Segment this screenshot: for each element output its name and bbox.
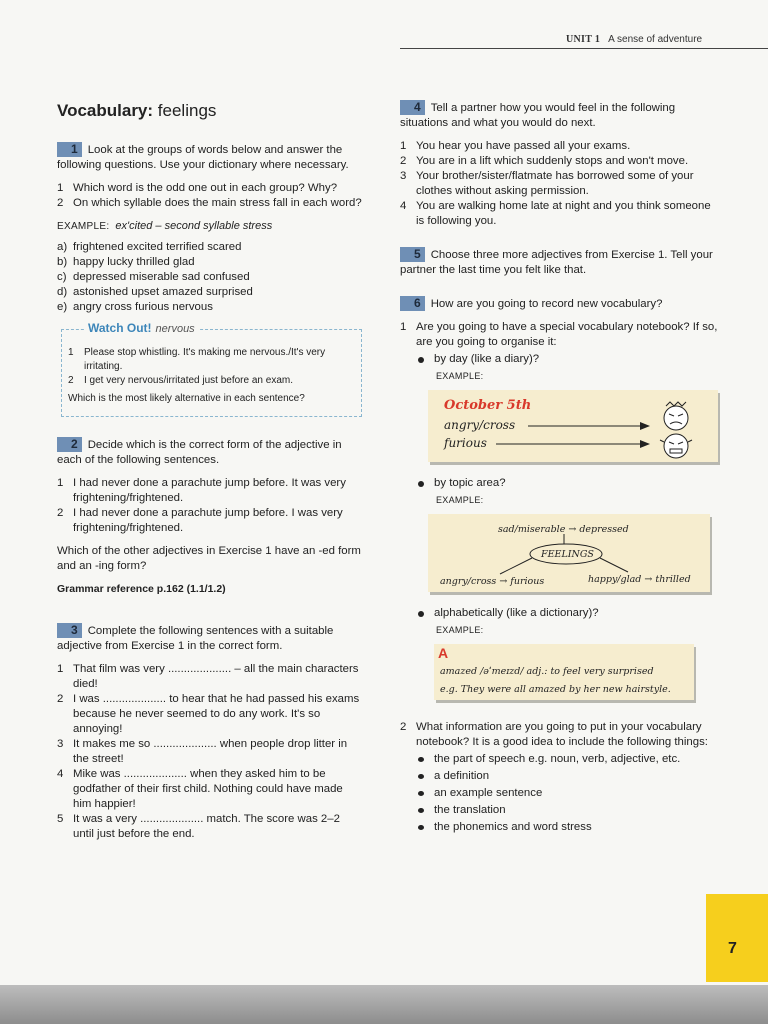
- item-text: Mike was .................... when they asked him to be godfather of their first child. Nothing could have made him happier!: [73, 768, 343, 810]
- item-text: depressed miserable sad confused: [73, 271, 250, 283]
- item-number: 4: [400, 200, 407, 212]
- list-item: [57, 285, 362, 300]
- unit-title: A sense of adventure: [608, 34, 703, 45]
- ex6-instruction: [400, 296, 720, 312]
- info-list-item: [416, 769, 720, 784]
- list-item: [68, 374, 351, 388]
- item-text: It was a very .................... match. The score was 2–2 until just before the end.: [73, 813, 340, 840]
- exercise-number: 3: [57, 623, 82, 638]
- item-text: frightened excited terrified scared: [73, 241, 242, 253]
- card-example: e.g. They were all amazed by her new hairstyle.: [440, 684, 671, 695]
- unit-label: UNIT 1: [566, 34, 601, 45]
- watch-out-title: [84, 321, 199, 336]
- ex3-instruction: [57, 623, 362, 654]
- bullet-dot: [418, 481, 424, 487]
- bullet-text: by day (like a diary)?: [434, 353, 540, 365]
- dictionary-example-card: [434, 644, 694, 700]
- item-number: 1: [68, 347, 74, 358]
- example-label: EXAMPLE:: [436, 371, 484, 381]
- exercise-number: 4: [400, 100, 425, 115]
- ex3-text: Complete the following sentences with a suitable adjective from Exercise 1 in the correct form.: [57, 625, 334, 652]
- ex1-example: [57, 219, 362, 234]
- ex6-text: How are you going to record new vocabulary?: [430, 298, 663, 310]
- card-entry: amazed /əˈmeɪzd/ adj.: to feel very surprised: [440, 666, 654, 677]
- info-list-item: [416, 752, 720, 767]
- item-text: I get very nervous/irritated just before an exam.: [84, 375, 293, 386]
- item-text: I was .................... to hear that he had passed his exams because he never seemed to do any work. It's so annoying!: [73, 693, 360, 735]
- item-number: 3: [57, 738, 64, 750]
- item-number: 4: [57, 768, 64, 780]
- item-number: 2: [68, 375, 74, 386]
- watch-out-question: Which is the most likely alternative in each sentence?: [68, 393, 305, 404]
- bullet-text: a definition: [434, 770, 490, 782]
- item-number: 2: [57, 197, 64, 209]
- ex6-q2: [400, 720, 720, 750]
- bullet-text: alphabetically (like a dictionary)?: [434, 607, 599, 619]
- card-letter: A: [438, 645, 449, 661]
- word-groups: [57, 240, 362, 315]
- diary-example-card: [428, 390, 718, 462]
- list-item: [57, 240, 362, 255]
- example-label: EXAMPLE:: [436, 625, 484, 635]
- card-date: October 5th: [444, 398, 532, 413]
- left-column: [57, 100, 362, 850]
- topic-center: FEELINGS: [541, 549, 594, 560]
- list-item: [57, 196, 362, 211]
- item-number: 2: [57, 507, 64, 519]
- scan-shadow: [0, 985, 768, 1024]
- item-text: happy lucky thrilled glad: [73, 256, 195, 268]
- ex4-text: Tell a partner how you would feel in the following situations and what you would do next.: [400, 102, 676, 129]
- list-item: [400, 199, 720, 229]
- item-text: That film was very .................... – all the main characters died!: [73, 663, 359, 690]
- item-number: 1: [400, 140, 407, 152]
- list-item: [57, 692, 362, 737]
- item-letter: e): [57, 301, 68, 313]
- list-item: [57, 300, 362, 315]
- topic-top-arrow: →: [568, 524, 577, 535]
- bullet-text: by topic area?: [434, 477, 506, 489]
- item-text: I had never done a parachute jump before. It was very frightening/frightened.: [73, 477, 346, 504]
- watch-out-keyword: nervous: [155, 323, 195, 335]
- card-line-2: furious: [444, 436, 487, 450]
- card-line-1: angry/cross: [444, 418, 516, 432]
- ex2-items: [57, 476, 362, 536]
- ex4-instruction: [400, 100, 720, 131]
- list-item: [400, 139, 720, 154]
- bullet-alphabetically: [416, 606, 720, 621]
- item-text: Are you going to have a special vocabulary notebook? If so, are you going to organise it:: [416, 321, 718, 348]
- list-item: [400, 720, 720, 750]
- ex1-instruction: [57, 142, 362, 173]
- list-item: [57, 662, 362, 692]
- bullet-text: the translation: [434, 804, 506, 816]
- ex2-followup: Which of the other adjectives in Exercise 1 have an -ed form and an -ing form?: [57, 545, 361, 572]
- example-label: EXAMPLE:: [436, 495, 484, 505]
- grammar-reference: Grammar reference p.162 (1.1/1.2): [57, 583, 226, 595]
- watch-out-items: [68, 346, 351, 388]
- list-item: [57, 270, 362, 285]
- ex5-text: Choose three more adjectives from Exercise 1. Tell your partner the last time you felt like that.: [400, 249, 713, 276]
- list-item: [57, 181, 362, 196]
- item-text: I had never done a parachute jump before. I was very frightening/frightened.: [73, 507, 343, 534]
- bullet-by-topic: [416, 476, 720, 491]
- watch-out-box: [61, 321, 362, 417]
- title-bold: Vocabulary:: [57, 101, 154, 120]
- angry-face-icon: [664, 402, 688, 430]
- card-arrows-and-faces: [428, 390, 718, 462]
- bullet-dot: [418, 808, 424, 813]
- running-header: [566, 34, 702, 45]
- item-number: 1: [57, 663, 64, 675]
- watch-out-label: Watch Out!: [88, 321, 152, 335]
- topic-top-target: depressed: [579, 524, 629, 535]
- list-item: [57, 255, 362, 270]
- item-letter: b): [57, 256, 68, 268]
- item-text: You hear you have passed all your exams.: [416, 140, 631, 152]
- bullet-dot: [418, 774, 424, 779]
- topic-example-card: [428, 514, 710, 592]
- item-text: Your brother/sister/flatmate has borrowed some of your clothes without asking permission.: [416, 170, 694, 197]
- item-number: 1: [57, 182, 64, 194]
- list-item: [57, 737, 362, 767]
- info-list-item: [416, 820, 720, 835]
- bullet-dot: [418, 791, 424, 796]
- example-text: ex'cited – second syllable stress: [115, 220, 273, 232]
- ex5-instruction: [400, 247, 720, 278]
- furious-face-icon: [660, 434, 692, 458]
- item-text: It makes me so .................... when people drop litter in the street!: [73, 738, 348, 765]
- page-number-tab: [706, 894, 768, 982]
- item-number: 2: [400, 155, 407, 167]
- bullet-dot: [418, 757, 424, 762]
- page-number: 7: [728, 940, 737, 957]
- list-item: [57, 767, 362, 812]
- list-item: [57, 506, 362, 536]
- item-number: 5: [57, 813, 64, 825]
- bullet-dot: [418, 825, 424, 830]
- item-number: 2: [57, 693, 64, 705]
- item-text: What information are you going to put in your vocabulary notebook? It is a good idea to include the following things:: [416, 721, 708, 748]
- item-number: 1: [400, 321, 407, 333]
- item-text: You are in a lift which suddenly stops and won't move.: [416, 155, 689, 167]
- exercise-number: 6: [400, 296, 425, 311]
- item-letter: a): [57, 241, 68, 253]
- bullet-text: an example sentence: [434, 787, 543, 799]
- info-list-item: [416, 786, 720, 801]
- item-number: 1: [57, 477, 64, 489]
- item-number: 2: [400, 721, 407, 733]
- list-item: [400, 154, 720, 169]
- bullet-by-day: [416, 352, 720, 367]
- list-item: [57, 476, 362, 506]
- item-text: On which syllable does the main stress fall in each word?: [73, 197, 362, 209]
- item-text: You are walking home late at night and you think someone is following you.: [416, 200, 711, 227]
- ex4-items: [400, 139, 720, 229]
- topic-top-word: sad/miserable: [498, 524, 566, 535]
- bullet-dot: [418, 611, 424, 617]
- ex1-text: Look at the groups of words below and answer the following questions. Use your dictionary where necessary.: [57, 144, 349, 171]
- list-item: [68, 346, 351, 374]
- item-number: 3: [400, 170, 407, 182]
- item-text: Please stop whistling. It's making me nervous./It's very irritating.: [84, 347, 326, 372]
- ex2-text: Decide which is the correct form of the adjective in each of the following sentences.: [57, 439, 342, 466]
- topic-right: happy/glad → thrilled: [588, 574, 691, 585]
- bullet-text: the part of speech e.g. noun, verb, adjective, etc.: [434, 753, 681, 765]
- ex3-items: [57, 662, 362, 842]
- title-normal: feelings: [157, 101, 217, 120]
- item-text: Which word is the odd one out in each group? Why?: [73, 182, 338, 194]
- exercise-number: 2: [57, 437, 82, 452]
- ex6-q1: [400, 320, 720, 350]
- bullet-dot: [418, 357, 424, 363]
- right-column: [400, 100, 720, 837]
- header-rule: [400, 48, 768, 49]
- bullet-text: the phonemics and word stress: [434, 821, 592, 833]
- ex2-instruction: [57, 437, 362, 468]
- exercise-number: 5: [400, 247, 425, 262]
- list-item: [400, 320, 720, 350]
- item-text: astonished upset amazed surprised: [73, 286, 253, 298]
- item-letter: c): [57, 271, 67, 283]
- example-label: EXAMPLE:: [57, 221, 110, 232]
- exercise-number: 1: [57, 142, 82, 157]
- page-title: [57, 100, 362, 122]
- list-item: [57, 812, 362, 842]
- ex1-questions: [57, 181, 362, 211]
- topic-left: angry/cross → furious: [440, 576, 545, 587]
- info-list-item: [416, 803, 720, 818]
- list-item: [400, 169, 720, 199]
- item-text: angry cross furious nervous: [73, 301, 213, 313]
- item-letter: d): [57, 286, 68, 298]
